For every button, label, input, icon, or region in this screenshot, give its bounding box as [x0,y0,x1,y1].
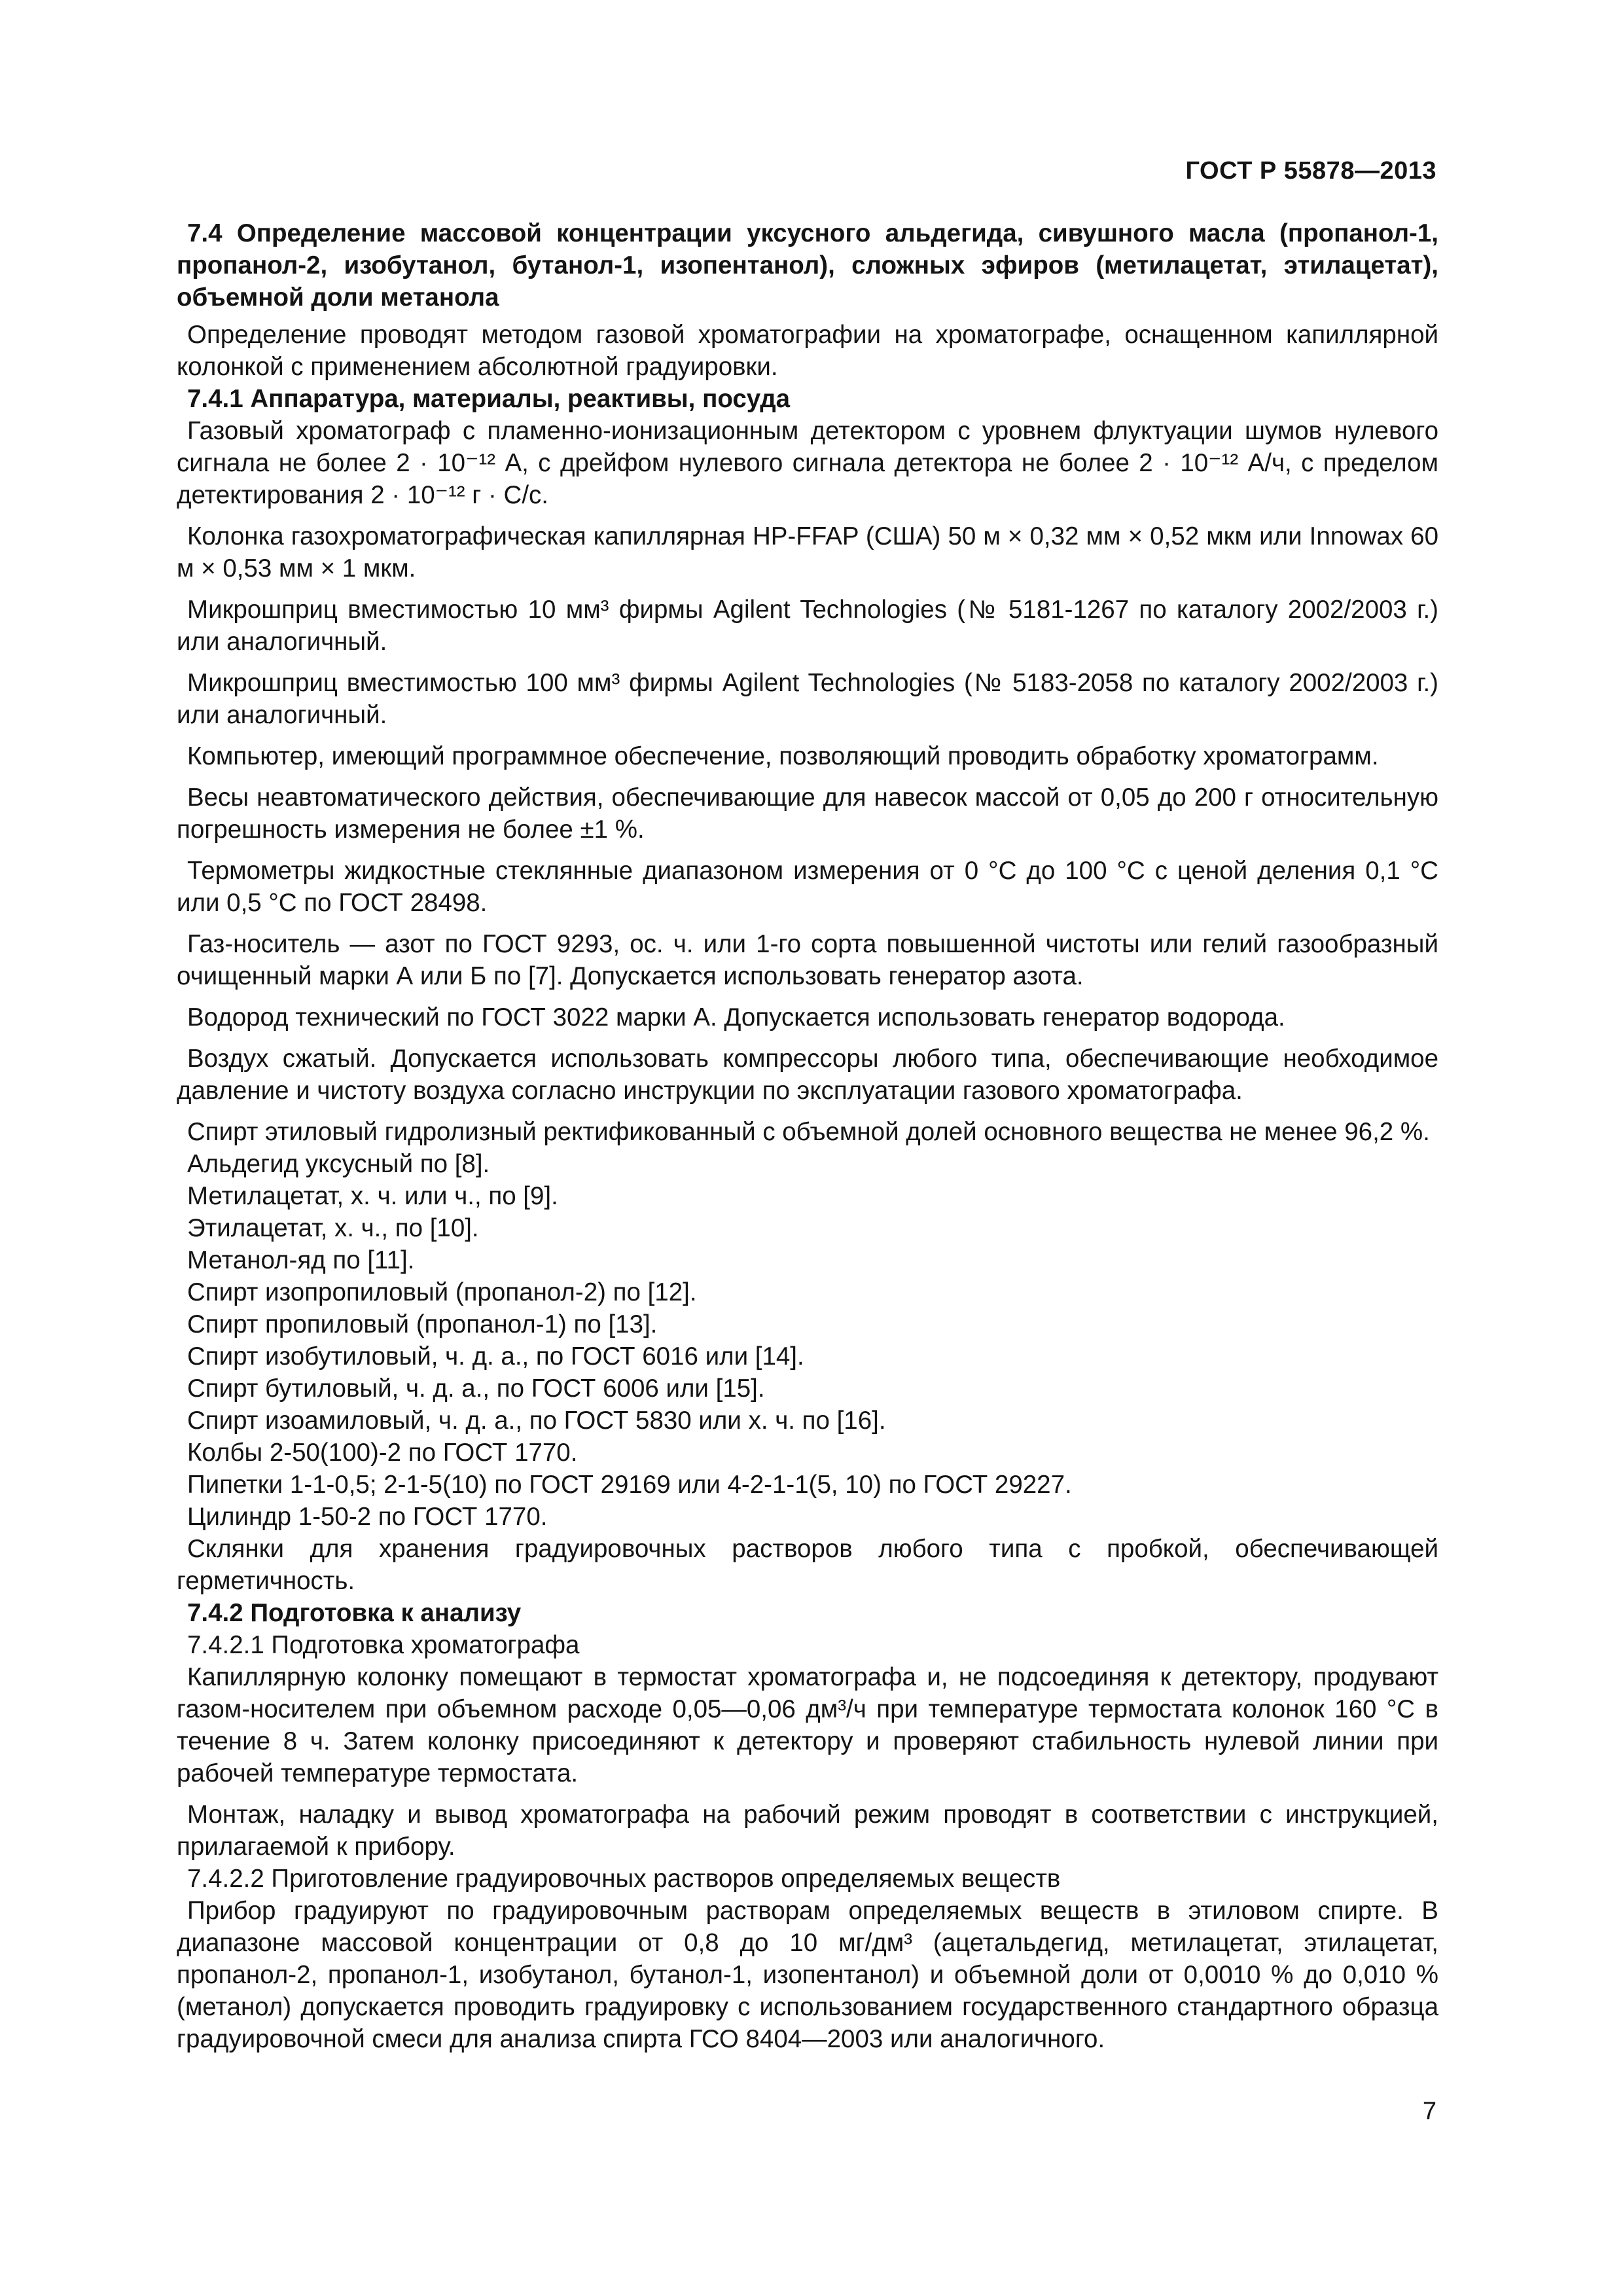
section-intro: Определение проводят методом газовой хроматографии на хроматографе, оснащенном капиллярной колонкой с применением абсолютной градуировки. [177,321,1438,381]
list-item: Этилацетат, х. ч., по [10]. [187,1214,479,1242]
list-item: Микрошприц вместимостью 100 мм³ фирмы Agilent Technologies (№ 5183-2058 по каталогу 2002/2003 г.) или аналогичный. [177,669,1438,729]
list-item: Компьютер, имеющий программное обеспечение, позволяющий проводить обработку хроматограмм. [187,742,1379,770]
list-item: Воздух сжатый. Допускается использовать компрессоры любого типа, обеспечивающие необходимое давление и чистоту воздуха согласно инструкции по эксплуатации газового хроматографа. [177,1045,1438,1105]
list-item: Водород технический по ГОСТ 3022 марки А. Допускается использовать генератор водорода. [187,1003,1285,1031]
list-item: Спирт пропиловый (пропанол-1) по [13]. [187,1310,658,1338]
list-item: Спирт изопропиловый (пропанол-2) по [12]. [187,1278,697,1306]
list-item: Склянки для хранения градуировочных растворов любого типа с пробкой, обеспечивающей герметичность. [177,1535,1438,1595]
page-number: 7 [1422,2098,1436,2125]
list-item: Микрошприц вместимостью 10 мм³ фирмы Agilent Technologies (№ 5181-1267 по каталогу 2002/2003 г.) или аналогичный. [177,596,1438,656]
list-item: Цилиндр 1-50-2 по ГОСТ 1770. [187,1503,548,1531]
list-item: Спирт этиловый гидролизный ректификованный с объемной долей основного вещества не менее 96,2 %. [187,1118,1430,1146]
list-item: Термометры жидкостные стеклянные диапазоном измерения от 0 °С до 100 °С с ценой деления 0,1 °С или 0,5 °С по ГОСТ 28498. [177,857,1438,917]
list-item: Альдегид уксусный по [8]. [187,1150,490,1178]
list-item: Газовый хроматограф с пламенно-ионизационным детектором с уровнем флуктуации шумов нулевого сигнала не более 2 · 10⁻¹² А, с дрейфом нулевого сигнала детектора не более 2 · 10⁻¹² А/ч, с пределом детектирования 2 · 10⁻¹² г · С/с. [177,417,1438,509]
paragraph: Монтаж, наладку и вывод хроматографа на рабочий режим проводят в соответствии с инструкцией, прилагаемой к прибору. [177,1801,1438,1861]
list-item: Колбы 2-50(100)-2 по ГОСТ 1770. [187,1439,578,1467]
apparatus-list [177,415,1438,1597]
page-content [177,217,1438,2055]
document-number: ГОСТ Р 55878—2013 [1185,157,1436,185]
list-item: Пипетки 1-1-0,5; 2-1-5(10) по ГОСТ 29169 или 4-2-1-1(5, 10) по ГОСТ 29227. [187,1471,1072,1499]
subsection-heading-preparation: 7.4.2 Подготовка к анализу [187,1599,522,1627]
paragraph: Прибор градуируют по градуировочным растворам определяемых веществ в этиловом спирте. В диапазоне массовой концентрации от 0,8 до 10 мг/дм³ (ацетальдегид, метилацетат, этилацетат, пропанол-2, пропанол-1, изобутанол, бутанол-1, изопентанол) и объемной доли от 0,0010 % до 0,010 % (метанол) допускается проводить градуировку с использованием государственного стандартного образца градуировочной смеси для анализа спирта ГСО 8404—2003 или аналогичного. [177,1897,1438,2053]
list-item: Весы неавтоматического действия, обеспечивающие для навесок массой от 0,05 до 200 г относительную погрешность измерения не более ±1 %. [177,783,1438,844]
subsubsection-heading-chromatograph: 7.4.2.1 Подготовка хроматографа [187,1631,580,1659]
subsubsection-heading-solutions: 7.4.2.2 Приготовление градуировочных растворов определяемых веществ [187,1865,1061,1893]
subsection-heading-apparatus: 7.4.1 Аппаратура, материалы, реактивы, посуда [187,385,791,413]
list-item: Спирт изобутиловый, ч. д. а., по ГОСТ 6016 или [14]. [187,1342,804,1371]
list-item: Метанол-яд по [11]. [187,1246,415,1274]
list-item: Спирт изоамиловый, ч. д. а., по ГОСТ 5830 или х. ч. по [16]. [187,1407,886,1435]
list-item: Газ-носитель — азот по ГОСТ 9293, ос. ч. или 1-го сорта повышенной чистоты или гелий газообразный очищенный марки А или Б по [7]. Допускается использовать генератор азота. [177,930,1438,990]
paragraph: Капиллярную колонку помещают в термостат хроматографа и, не подсоединяя к детектору, продувают газом-носителем при объемном расходе 0,05—0,06 дм³/ч при температуре термостата колонок 160 °С в течение 8 ч. Затем колонку присоединяют к детектору и проверяют стабильность нулевой линии при рабочей температуре термостата. [177,1663,1438,1787]
list-item: Метилацетат, х. ч. или ч., по [9]. [187,1182,558,1210]
section-heading: 7.4 Определение массовой концентрации уксусного альдегида, сивушного масла (пропанол-1, пропанол-2, изобутанол, бутанол-1, изопентанол), сложных эфиров (метилацетат, этилацетат), объемной доли метанола [177,219,1438,312]
list-item: Колонка газохроматографическая капиллярная HP-FFAP (США) 50 м × 0,32 мм × 0,52 мкм или Innowax 60 м × 0,53 мм × 1 мкм. [177,522,1438,583]
list-item: Спирт бутиловый, ч. д. а., по ГОСТ 6006 или [15]. [187,1374,765,1403]
